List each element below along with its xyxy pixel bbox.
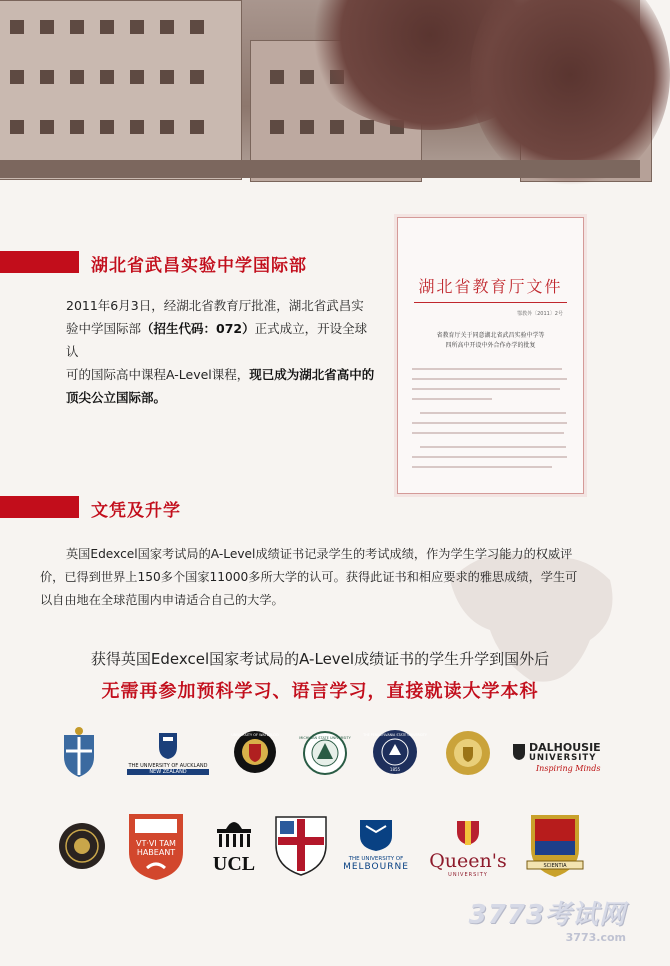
watermark-brand: 3773考试网	[468, 900, 626, 930]
site-watermark	[469, 894, 626, 944]
hero-photo	[0, 0, 640, 178]
official-document-image	[397, 217, 584, 494]
imperial-college-crest-logo	[525, 813, 585, 881]
enroll-code: （招生代码：072）	[141, 321, 255, 336]
document-title: 湖北省教育厅文件	[418, 277, 563, 296]
document-subject: 省教育厅关于同意湖北省武昌实验中学等 四所高中开设中外合作办学的批复	[436, 332, 545, 349]
svg-text:MICHIGAN STATE UNIVERSITY: MICHIGAN STATE UNIVERSITY	[299, 736, 351, 740]
michigan-state-seal-logo	[299, 731, 351, 775]
penn-state-seal-logo	[363, 729, 427, 775]
university-crest-logo	[60, 727, 98, 779]
section-bar	[0, 496, 79, 518]
diploma-paragraph: 英国Edexcel国家考试局的A-Level成绩证书记录学生的考试成绩，作为学生学习能力的权威评 价，已得到世界上150多个国家11000多所大学的认可。获得此证书和相应要求的雅思成绩，学生可 以自由地在全球范围内申请适合自己的大学。	[40, 547, 578, 607]
section-bar	[0, 251, 79, 273]
queens-university-logo: Queen's UNIVERSITY	[428, 820, 508, 878]
intro-paragraph: 2011年6月3日，经湖北省教育厅批准，湖北省武昌实 验中学国际部（招生代码：072）正式成立，开设全球认 可的国际高中课程A-Level课程，现已成为湖北省高中的 顶尖公立国际部。	[66, 298, 375, 405]
gold-seal-logo	[445, 730, 491, 776]
section-title-diploma: 文凭及升学	[91, 501, 181, 521]
queens-shield-icon	[456, 820, 480, 846]
dark-seal-logo	[58, 822, 106, 870]
highlight-line: 获得英国Edexcel国家考试局的A-Level成绩证书的学生升学到国外后	[90, 650, 550, 668]
svg-text:UNIVERSITY OF WATERLOO: UNIVERSITY OF WATERLOO	[231, 733, 279, 737]
auckland-logo: THE UNIVERSITY OF AUCKLAND NEW ZEALAND	[127, 731, 209, 775]
svg-text:HABEANT: HABEANT	[136, 848, 176, 857]
shield-cross-logo	[274, 815, 328, 877]
svg-text:1855: 1855	[389, 767, 401, 772]
melbourne-logo: THE UNIVERSITY OF MELBOURNE	[343, 818, 409, 880]
university-of-toronto-crest-logo	[127, 812, 185, 882]
auckland-crest-icon	[127, 731, 209, 759]
svg-text:THE PENNSYLVANIA STATE UNIVERS: THE PENNSYLVANIA STATE UNIVERSITY	[363, 733, 427, 737]
document-number: 鄂教外〔2011〕2号	[517, 311, 563, 317]
section-title-intl-dept: 湖北省武昌实验中学国际部	[91, 256, 307, 276]
waterloo-seal-logo	[233, 730, 277, 774]
building-left	[0, 0, 242, 180]
svg-text:SCIENTIA: SCIENTIA	[543, 863, 567, 869]
svg-text:VT·VI TAM: VT·VI TAM	[136, 839, 176, 848]
dalhousie-logo: DALHOUSIE UNIVERSITY Inspiring Minds	[512, 741, 624, 775]
melbourne-shield-icon	[358, 818, 394, 852]
watermark-url: 3773.com	[565, 931, 626, 944]
ucl-portico-icon	[207, 815, 261, 849]
dalhousie-shield-icon	[512, 743, 526, 761]
ucl-logo: UCL	[207, 815, 261, 875]
highlight-slogan: 无需再参加预科学习、语言学习，直接就读大学本科	[101, 681, 539, 702]
